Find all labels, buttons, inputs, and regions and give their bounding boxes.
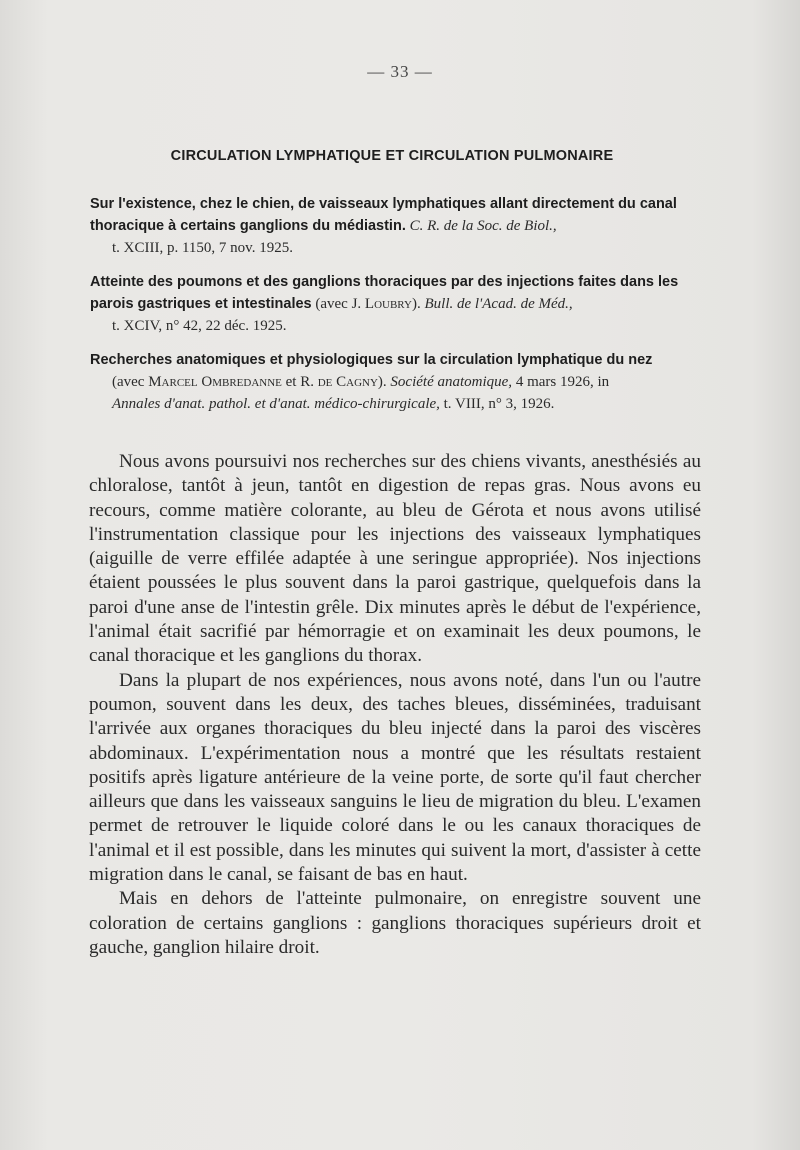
reference-title: Recherches anatomiques et physiologiques sur la circulation lymphatique du nez bbox=[90, 352, 653, 368]
reference-coauthor-prefix: (avec J. bbox=[315, 296, 365, 312]
reference-item bbox=[90, 271, 700, 337]
reference-journal-2-wrap bbox=[90, 396, 554, 412]
reference-item bbox=[90, 193, 700, 259]
reference-coauthor-prefix: (avec bbox=[112, 374, 149, 390]
reference-title: Atteinte des poumons et des ganglions thoraciques par des injections faites dans les parois gastriques et intestinales bbox=[90, 274, 679, 312]
reference-title: Sur l'existence, chez le chien, de vaisseaux lymphatiques allant directement du canal thoracique à certains ganglions du médiastin. bbox=[90, 196, 677, 234]
reference-journal: C. R. de la Soc. de Biol., bbox=[409, 218, 557, 234]
reference-coauthor: de Cagny bbox=[317, 374, 378, 390]
reference-details: 4 mars 1926, in bbox=[515, 374, 610, 390]
section-title: CIRCULATION LYMPHATIQUE ET CIRCULATION PULMONAIRE bbox=[170, 148, 614, 164]
paragraph: Mais en dehors de l'atteinte pulmonaire, on enregistre souvent une coloration de certains ganglions : ganglions thoraciques supérieurs droit et gauche, ganglion hilaire droit. bbox=[89, 888, 701, 958]
reference-coauthor-suffix: ). bbox=[377, 374, 387, 390]
reference-details-2: t. VIII, n° 3, 1926. bbox=[443, 396, 555, 412]
reference-journal: Bull. de l'Acad. de Méd., bbox=[424, 296, 573, 312]
paragraph: Dans la plupart de nos expériences, nous avons noté, dans l'un ou l'autre poumon, souvent dans les deux, des taches bleues, disséminées, traduisant l'arrivée aux organes thoraciques du bleu injecté dans la paroi des viscères abdominaux. L'expérimentation nous a montré que les résultats restaient positifs après ligature antérieure de la veine porte, de sorte qu'il faut chercher ailleurs que dans les vaisseaux sanguins le lieu de migration du bleu. L'examen permet de retrouver le liquide coloré dans le ou les canaux thoraciques de l'animal et il est possible, dans les minutes qui suivent la mort, d'assister à cette migration dans le canal, se faisant de bas en haut. bbox=[89, 669, 701, 886]
paragraph: Nous avons poursuivi nos recherches sur des chiens vivants, anesthésiés au chloralose, tantôt à jeun, tantôt en digestion de repas gras. Nous avons eu recours, comme matière colorante, au bleu de Gérota et nous avons utilisé l'instrumentation classique pour les injections des vaisseaux lymphatiques (aiguille de verre effilée adaptée à une seringue appropriée). Nos injections étaient poussées le plus souvent dans la paroi gastrique, quelquefois dans la paroi d'une anse de l'intestin grêle. Dix minutes après le début de l'expérience, l'animal était sacrifié par hémorragie et on examinait les deux poumons, le canal thoracique et les ganglions du thorax. bbox=[89, 451, 701, 667]
reference-coauthor: Marcel Ombredanne bbox=[148, 374, 282, 390]
reference-journal: Société anatomique, bbox=[390, 374, 513, 390]
reference-item bbox=[90, 349, 700, 415]
reference-coauthor-mid: et R. bbox=[281, 374, 318, 390]
body-text bbox=[89, 450, 701, 960]
reference-details: t. XCIII, p. 1150, 7 nov. 1925. bbox=[112, 240, 293, 256]
page-number: — 33 — bbox=[367, 62, 433, 81]
reference-coauthor: Loubry bbox=[364, 296, 412, 312]
reference-details: t. XCIV, n° 42, 22 déc. 1925. bbox=[112, 318, 287, 334]
reference-journal-2: Annales d'anat. pathol. et d'anat. médico-chirurgicale, bbox=[112, 396, 440, 412]
reference-coauthor-suffix: ). bbox=[411, 296, 421, 312]
